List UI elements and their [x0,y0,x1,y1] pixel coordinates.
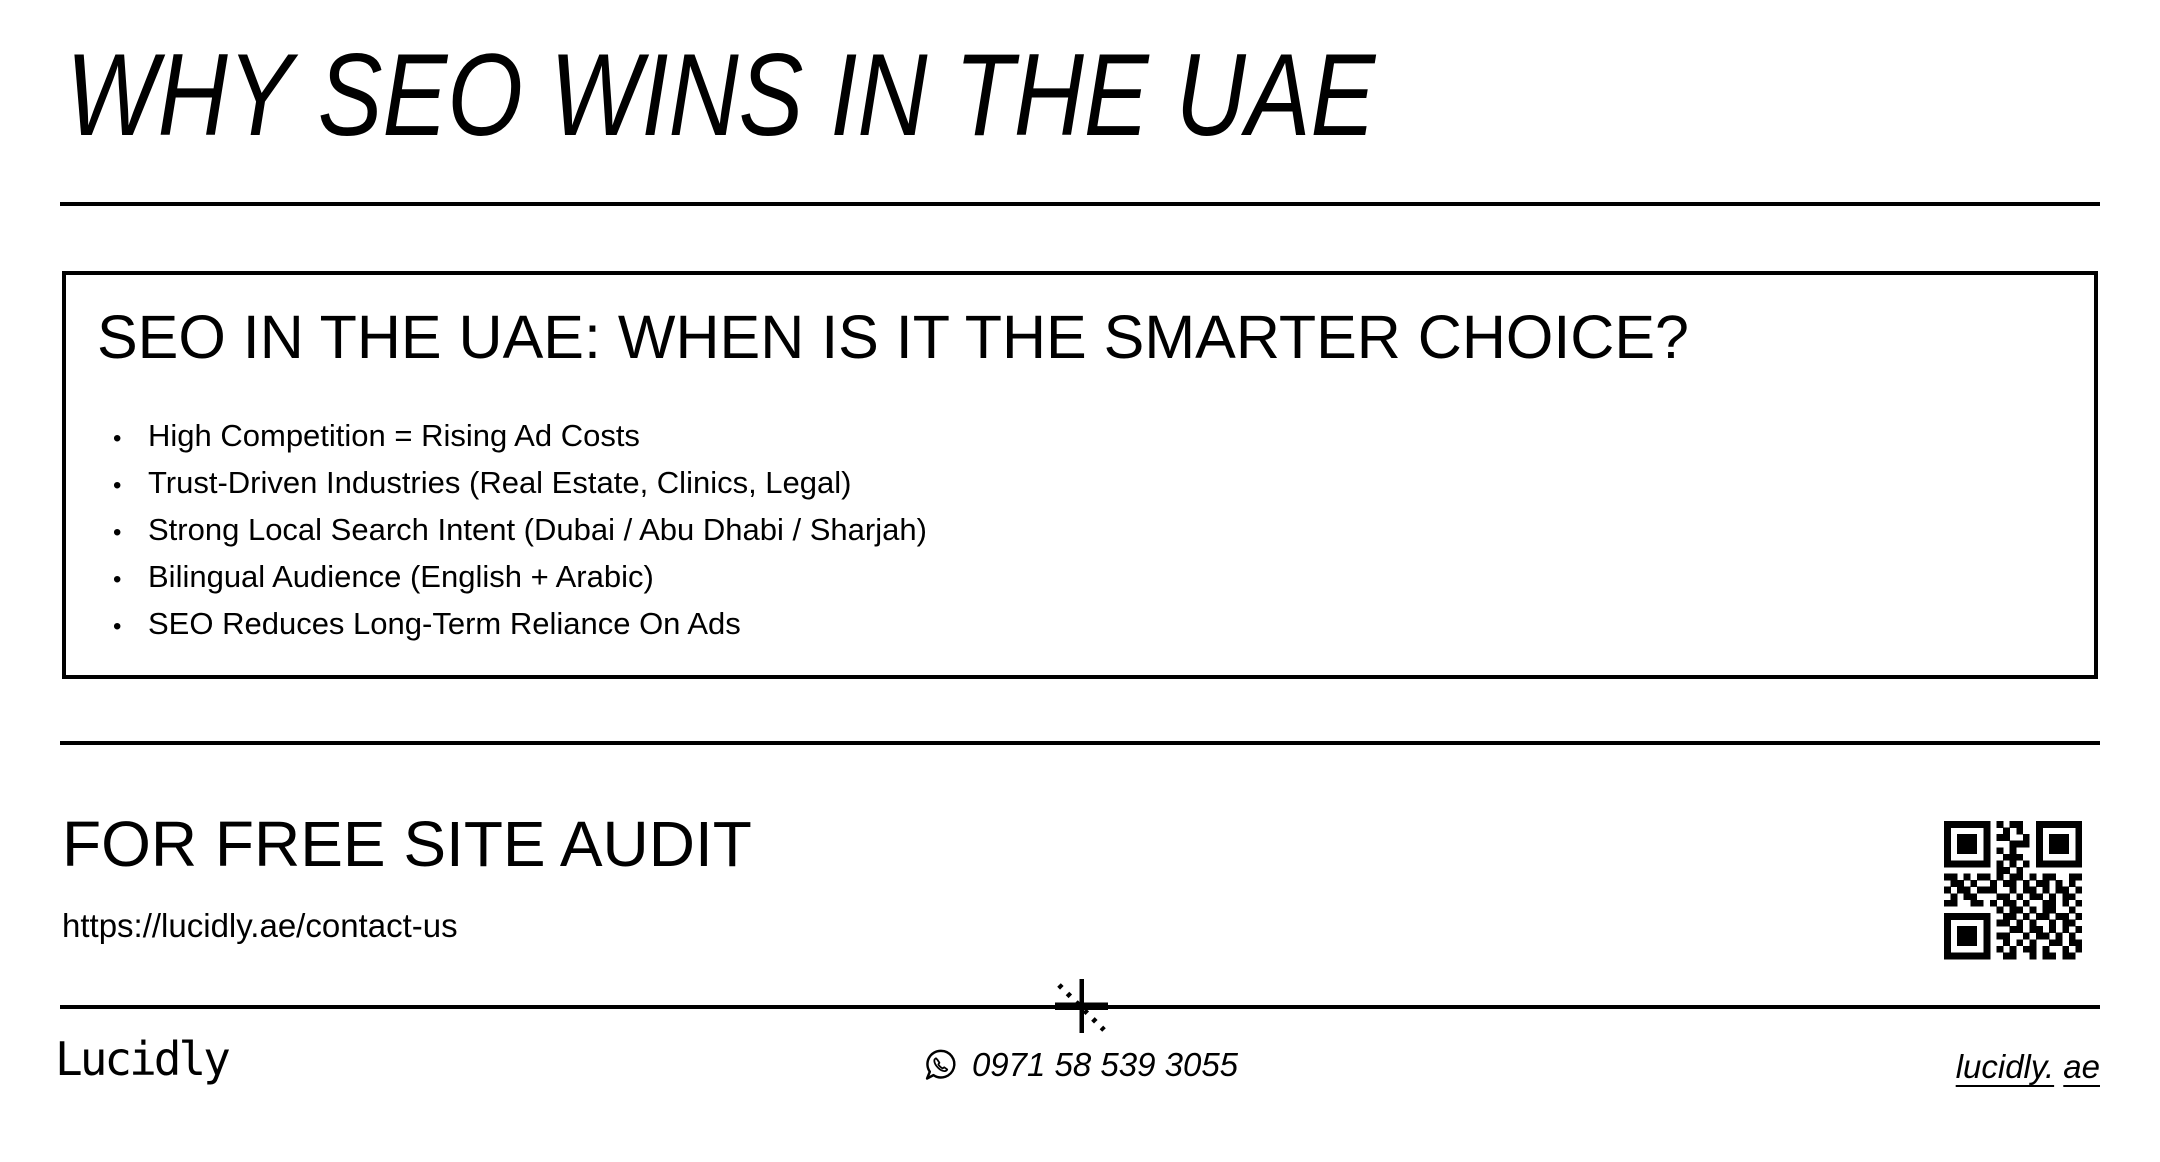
lucidly-logo: Lucidly [55,1032,228,1086]
bullet-text: Trust-Driven Industries (Real Estate, Clinics, Legal) [148,465,852,500]
page-title: WHY SEO WINS IN THE UAE [66,29,1376,160]
bullet-icon: • [113,472,122,499]
bullet-text: High Competition = Rising Ad Costs [148,418,640,453]
whatsapp-icon [922,1046,960,1084]
bullet-icon: • [113,425,122,452]
list-item [113,462,927,509]
list-item [113,603,927,650]
website-word-1[interactable]: lucidly. [1955,1048,2055,1085]
divider-middle [60,741,2100,745]
list-item [113,509,927,556]
crosshair-cursor [1046,971,1117,1042]
bullet-text: Strong Local Search Intent (Dubai / Abu Dhabi / Sharjah) [148,512,927,547]
cta-heading: FOR FREE SITE AUDIT [62,808,752,880]
divider-top [60,202,2100,206]
bullet-text: Bilingual Audience (English + Arabic) [148,559,654,594]
website-word-2[interactable]: ae [2063,1048,2100,1085]
bullet-icon: • [113,613,122,640]
website-link[interactable] [1956,1048,2100,1086]
cta-url-link[interactable]: https://lucidly.ae/contact-us [62,907,458,944]
phone-link[interactable] [0,1046,2160,1084]
bullet-text: SEO Reduces Long-Term Reliance On Ads [148,606,741,641]
qr-code [1944,820,2082,960]
card-heading: SEO IN THE UAE: WHEN IS IT THE SMARTER CHOICE? [97,303,1689,371]
content-card [62,271,2098,679]
benefits-list [113,415,927,650]
phone-number[interactable]: 0971 58 539 3055 [971,1046,1239,1083]
bullet-icon: • [113,519,122,546]
list-item [113,415,927,462]
bullet-icon: • [113,566,122,593]
list-item [113,556,927,603]
